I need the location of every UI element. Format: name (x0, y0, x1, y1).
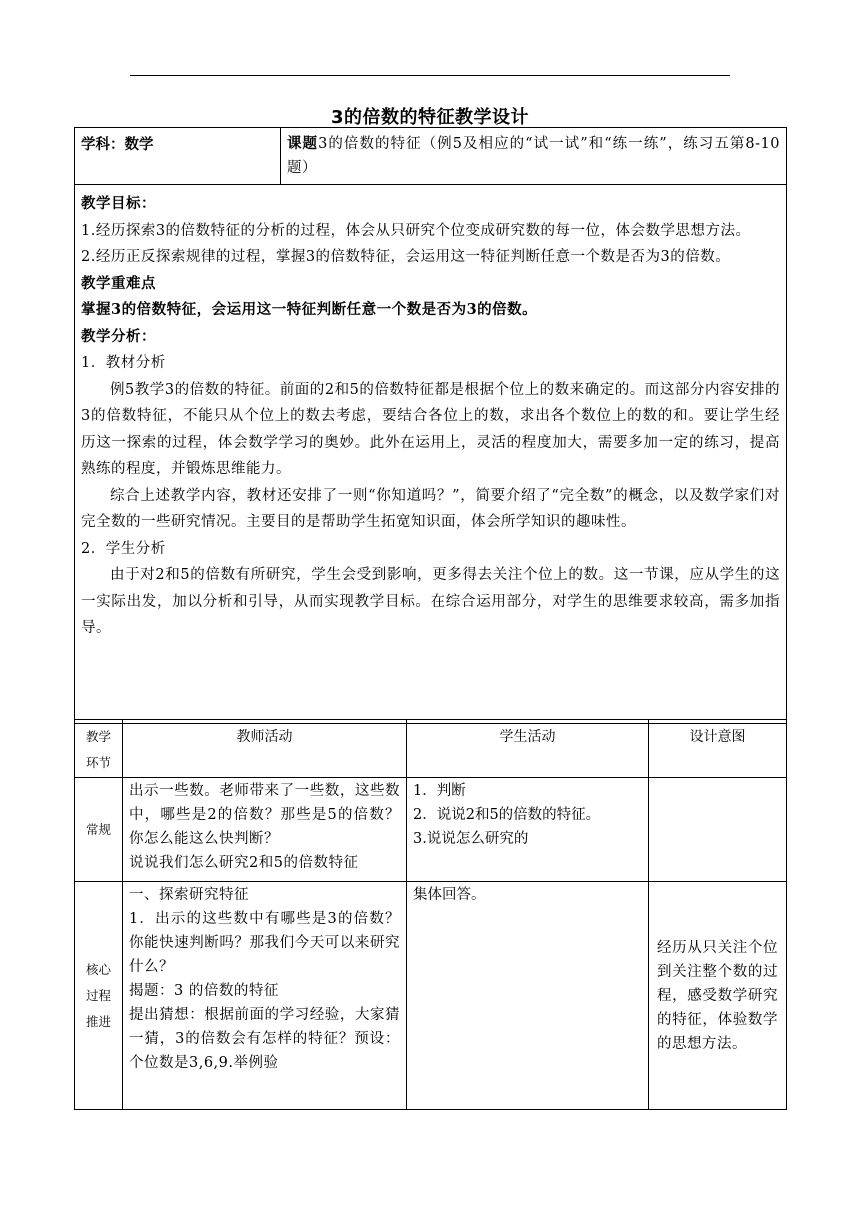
objectives-cell (75, 185, 787, 724)
analysis-sub-student: 2．学生分析 (81, 540, 166, 557)
subject-cell (75, 128, 281, 185)
process-table (74, 719, 787, 1110)
topic-cell (281, 128, 787, 185)
header-rule (130, 75, 730, 76)
header-teacher: 教师活动 (123, 720, 407, 778)
analysis-student-para: 由于对2和5的倍数有所研究，学生会受到影响，更多得去关注个位上的数。这一节课，应从学生的这一实际出发，加以分析和引导，从而实现教学目标。在综合运用部分，对学生的思维要求较高，需多加指导。 (81, 567, 780, 636)
analysis-sub-textbook: 1．教材分析 (81, 355, 166, 371)
teacher-activity-core: 一、探索研究特征 1．出示的这些数中有哪些是3的倍数？你能快速判断吗？那我们今天可以来研究什么？ 揭题：3 的倍数的特征 提出猜想：根据前面的学习经验，大家猜一猜，3的倍数会有怎样的特征？预设： 个位数是3,6,9.举例验 (123, 882, 407, 1110)
stage-routine: 常规 (75, 778, 123, 882)
key-points-heading: 教学重难点 (81, 274, 156, 292)
table-row (75, 778, 787, 882)
key-points-text: 掌握3的倍数特征，会运用这一特征判断任意一个数是否为3的倍数。 (81, 301, 538, 318)
objective-item-2: 2.经历正反探索规律的过程，掌握3的倍数特征，会运用这一特征判断任意一个数是否为3的倍数。 (81, 249, 731, 265)
header-intent: 设计意图 (649, 720, 787, 778)
header-student: 学生活动 (407, 720, 649, 778)
subject-label: 学科：数学 (81, 136, 154, 153)
intent-routine (649, 778, 787, 882)
student-activity-routine: 1．判断 2．说说2和5的倍数的特征。 3.说说怎么研究的 (407, 778, 649, 882)
stage-core: 核心 过程 推进 (75, 882, 123, 1110)
info-table (74, 127, 787, 724)
intent-core: 经历从只关注个位到关注整个数的过程，感受数学研究的特征，体验数学的思想方法。 (649, 882, 787, 1110)
table-row (75, 882, 787, 1110)
objectives-heading: 教学目标： (81, 195, 156, 212)
teacher-activity-routine: 出示一些数。老师带来了一些数，这些数中，哪些是2的倍数？那些是5的倍数？你怎么能这么快判断？ 说说我们怎么研究2和5的倍数特征 (123, 778, 407, 882)
topic-label: 课题 (287, 135, 319, 152)
objective-item-1: 1.经历探索3的倍数特征的分析的过程，体会从只研究个位变成研究数的每一位，体会数学思想方法。 (81, 222, 751, 239)
topic-text: 3的倍数的特征（例5及相应的“试一试”和“练一练”，练习五第8-10题） (287, 136, 780, 176)
analysis-summary-para: 综合上述教学内容，教材还安排了一则“你知道吗？”，简要介绍了“完全数”的概念，以及数学家们对完全数的一些研究情况。主要目的是帮助学生拓宽知识面，体会所学知识的趣味性。 (81, 487, 780, 530)
analysis-heading: 教学分析： (81, 327, 156, 345)
analysis-textbook-para: 例5教学3的倍数的特征。前面的2和5的倍数特征都是根据个位上的数来确定的。而这部分内容安排的3的倍数特征，不能只从个位上的数去考虑，要结合各位上的数，求出各个数位上的数的和。要让学生经历这一探索的过程，体会数学学习的奥妙。此外在运用上，灵活的程度加大，需要多加一定的练习，提高熟练的程度，并锻炼思维能力。 (81, 381, 780, 477)
header-stage: 教学 环节 (75, 720, 123, 778)
document-title: 3的倍数的特征教学设计 (330, 107, 530, 128)
student-activity-core: 集体回答。 (407, 882, 649, 1110)
